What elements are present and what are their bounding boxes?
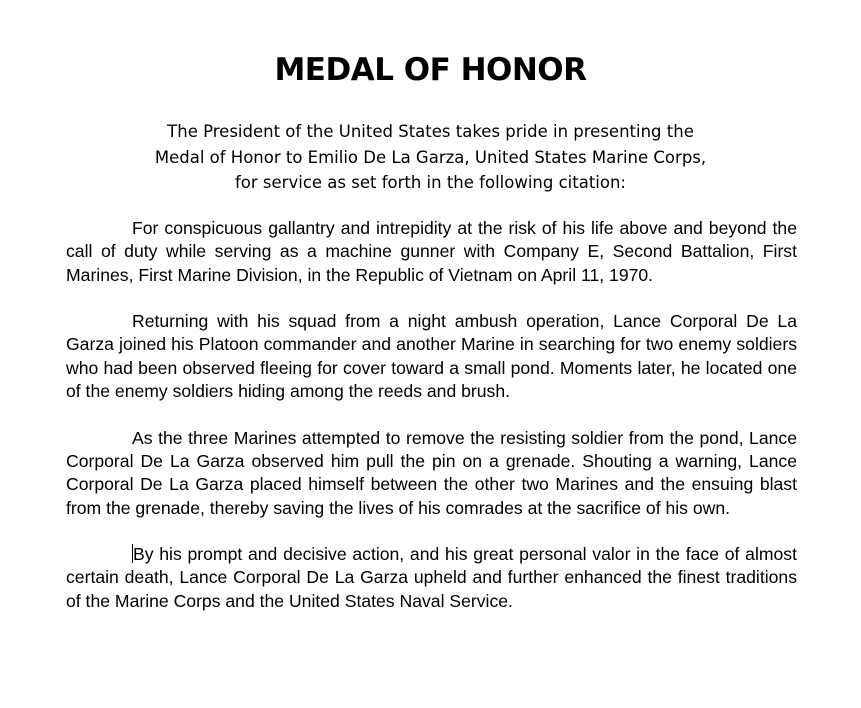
citation-paragraph: For conspicuous gallantry and intrepidity at the risk of his life above and beyond the call of duty while serving as a machine gunner with Company E, Second Battalion, First Marines, First Marine Division, in the Republic of Vietnam on April 11, 1970. xyxy=(66,218,797,285)
citation-body[interactable] xyxy=(66,217,797,613)
intro-line: The President of the United States takes pride in presenting the xyxy=(167,122,694,141)
intro-line: for service as set forth in the following citation: xyxy=(235,173,626,192)
intro-line: Medal of Honor to Emilio De La Garza, United States Marine Corps, xyxy=(154,147,707,167)
intro-text xyxy=(0,119,861,196)
citation-paragraph: Returning with his squad from a night ambush operation, Lance Corporal De La Garza joined his Platoon commander and another Marine in searching for two enemy soldiers who had been observed fleeing for cover toward a small pond. Moments later, he located one of the enemy soldiers hiding among the reeds and brush. xyxy=(66,311,797,402)
citation-paragraph: As the three Marines attempted to remove the resisting soldier from the pond, Lance Corporal De La Garza observed him pull the pin on a grenade. Shouting a warning, Lance Corporal De La Garza placed himself between the other two Marines and the ensuing blast from the grenade, thereby saving the lives of his comrades at the sacrifice of his own. xyxy=(66,427,797,518)
citation-paragraph-last xyxy=(66,543,797,613)
citation-paragraph-text: By his prompt and decisive action, and his great personal valor in the face of almost certain death, Lance Corporal De La Garza upheld and further enhanced the finest traditions of the Marine Corps and the United States Naval Service. xyxy=(66,544,797,611)
document-title: MEDAL OF HONOR xyxy=(274,52,587,88)
